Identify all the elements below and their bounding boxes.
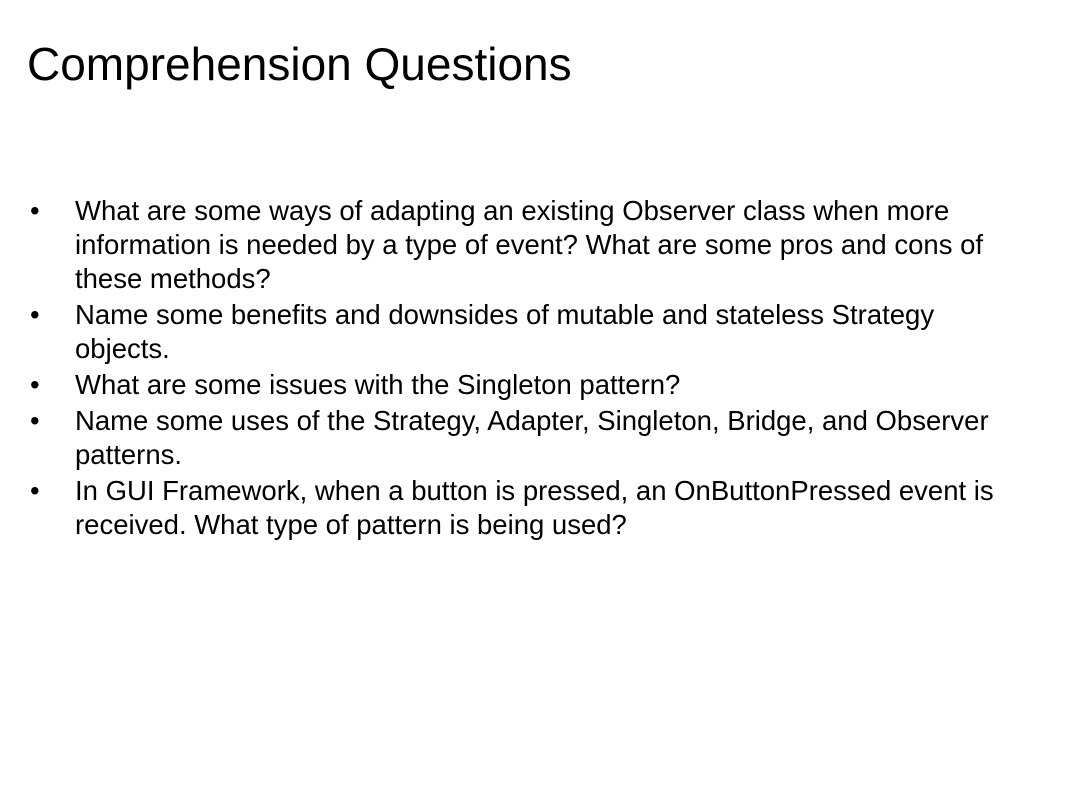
bullet-item <box>30 194 1030 296</box>
bullet-icon: • <box>30 475 40 506</box>
bullet-item <box>30 474 1030 542</box>
bullet-item <box>30 368 1030 402</box>
bullet-icon: • <box>30 195 40 226</box>
bullet-item <box>30 298 1030 366</box>
bullet-text: Name some uses of the Strategy, Adapter, Singleton, Bridge, and Observer patterns. <box>75 405 989 470</box>
bullet-icon: • <box>30 369 40 400</box>
bullet-text: What are some issues with the Singleton pattern? <box>75 369 681 400</box>
bullet-text: Name some benefits and downsides of mutable and stateless Strategy objects. <box>75 299 935 364</box>
slide-title: Comprehension Questions <box>27 38 572 90</box>
bullet-icon: • <box>30 299 40 330</box>
bullet-icon: • <box>30 405 40 436</box>
bullet-text: In GUI Framework, when a button is pressed, an OnButtonPressed event is received. What type of pattern is being used? <box>75 475 994 540</box>
bullet-list <box>30 194 1030 544</box>
bullet-text: What are some ways of adapting an existing Observer class when more information is needed by a type of event? What are some pros and cons of these methods? <box>75 195 984 294</box>
bullet-item <box>30 404 1030 472</box>
